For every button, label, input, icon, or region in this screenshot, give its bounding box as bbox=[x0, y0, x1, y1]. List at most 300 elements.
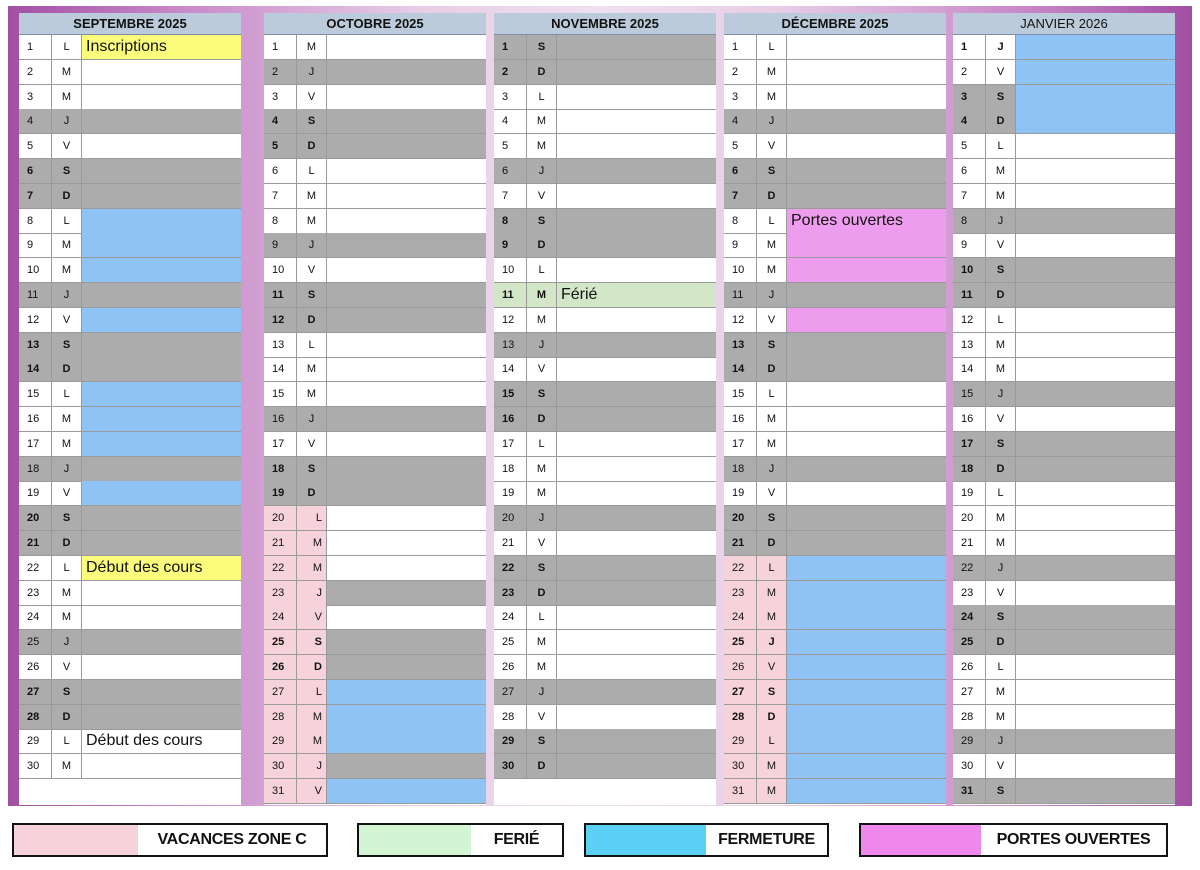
event-cell bbox=[1016, 35, 1175, 59]
event-cell bbox=[787, 432, 946, 456]
legend-label: FERMETURE bbox=[706, 825, 827, 855]
day-number: 11 bbox=[724, 283, 757, 307]
event-cell bbox=[327, 605, 486, 629]
day-row bbox=[264, 85, 486, 110]
event-cell bbox=[557, 630, 716, 654]
day-number: 12 bbox=[953, 308, 986, 332]
day-row bbox=[264, 630, 486, 655]
day-row bbox=[19, 407, 241, 432]
day-row bbox=[494, 581, 716, 606]
event-cell bbox=[787, 605, 946, 629]
event-cell bbox=[82, 308, 241, 332]
weekday-letter: V bbox=[297, 779, 327, 803]
day-row bbox=[264, 357, 486, 382]
day-number: 17 bbox=[724, 432, 757, 456]
weekday-letter: V bbox=[52, 481, 82, 505]
day-number: 22 bbox=[494, 556, 527, 580]
day-number: 28 bbox=[19, 705, 52, 729]
event-cell bbox=[1016, 60, 1175, 84]
day-row bbox=[953, 729, 1175, 754]
day-row bbox=[953, 432, 1175, 457]
event-cell bbox=[327, 655, 486, 679]
event-cell bbox=[82, 457, 241, 481]
event-cell bbox=[557, 35, 716, 59]
weekday-letter: M bbox=[297, 209, 327, 233]
legend-item bbox=[584, 823, 829, 857]
event-cell bbox=[82, 754, 241, 778]
weekday-letter: J bbox=[986, 556, 1016, 580]
day-row bbox=[953, 630, 1175, 655]
weekday-letter: S bbox=[297, 109, 327, 133]
event-cell bbox=[1016, 581, 1175, 605]
weekday-letter: L bbox=[52, 382, 82, 406]
event-cell bbox=[787, 729, 946, 753]
event-cell bbox=[557, 407, 716, 431]
day-number: 20 bbox=[724, 506, 757, 530]
day-number: 10 bbox=[953, 258, 986, 282]
weekday-letter: S bbox=[986, 779, 1016, 803]
legend-swatch bbox=[359, 825, 471, 855]
day-number: 9 bbox=[19, 233, 52, 257]
day-row bbox=[953, 258, 1175, 283]
weekday-letter: L bbox=[297, 159, 327, 183]
day-row bbox=[264, 705, 486, 730]
day-number: 29 bbox=[494, 729, 527, 753]
legend-swatch bbox=[861, 825, 981, 855]
weekday-letter: D bbox=[986, 109, 1016, 133]
weekday-letter: D bbox=[52, 531, 82, 555]
day-number: 24 bbox=[19, 605, 52, 629]
weekday-letter: M bbox=[757, 779, 787, 803]
day-row bbox=[19, 184, 241, 209]
event-cell bbox=[557, 209, 716, 233]
day-row bbox=[953, 308, 1175, 333]
day-row bbox=[19, 258, 241, 283]
day-row bbox=[19, 308, 241, 333]
weekday-letter: L bbox=[986, 655, 1016, 679]
event-cell bbox=[557, 556, 716, 580]
day-number: 6 bbox=[19, 159, 52, 183]
weekday-letter: M bbox=[52, 85, 82, 109]
event-cell bbox=[82, 184, 241, 208]
day-number: 26 bbox=[264, 655, 297, 679]
event-cell bbox=[1016, 109, 1175, 133]
day-number: 26 bbox=[724, 655, 757, 679]
event-cell bbox=[787, 258, 946, 282]
weekday-letter: S bbox=[52, 333, 82, 357]
weekday-letter: M bbox=[297, 705, 327, 729]
day-row bbox=[953, 705, 1175, 730]
event-cell bbox=[557, 705, 716, 729]
weekday-letter: M bbox=[297, 556, 327, 580]
weekday-letter: M bbox=[52, 432, 82, 456]
day-number: 25 bbox=[724, 630, 757, 654]
event-cell bbox=[787, 159, 946, 183]
day-row bbox=[264, 134, 486, 159]
event-cell bbox=[1016, 605, 1175, 629]
weekday-letter: V bbox=[52, 134, 82, 158]
event-cell bbox=[557, 109, 716, 133]
month-title: OCTOBRE 2025 bbox=[264, 13, 486, 35]
event-cell bbox=[327, 134, 486, 158]
day-row bbox=[494, 283, 716, 308]
day-number: 19 bbox=[19, 481, 52, 505]
day-number: 13 bbox=[724, 333, 757, 357]
day-number: 2 bbox=[494, 60, 527, 84]
day-number: 23 bbox=[264, 581, 297, 605]
event-cell bbox=[557, 258, 716, 282]
event-cell bbox=[327, 357, 486, 381]
weekday-letter: M bbox=[986, 333, 1016, 357]
day-number: 2 bbox=[19, 60, 52, 84]
day-number: 12 bbox=[264, 308, 297, 332]
event-cell bbox=[327, 630, 486, 654]
weekday-letter: J bbox=[986, 729, 1016, 753]
day-row bbox=[19, 680, 241, 705]
day-row bbox=[19, 655, 241, 680]
event-cell bbox=[787, 60, 946, 84]
event-label: Inscriptions bbox=[86, 38, 167, 55]
weekday-letter: V bbox=[297, 85, 327, 109]
event-cell bbox=[82, 233, 241, 257]
day-number: 27 bbox=[264, 680, 297, 704]
day-number: 14 bbox=[724, 357, 757, 381]
day-row bbox=[264, 655, 486, 680]
day-number: 26 bbox=[953, 655, 986, 679]
weekday-letter: L bbox=[52, 556, 82, 580]
month-column bbox=[264, 13, 486, 805]
day-row bbox=[953, 556, 1175, 581]
day-row bbox=[264, 531, 486, 556]
day-row bbox=[19, 209, 241, 234]
weekday-letter: M bbox=[527, 308, 557, 332]
weekday-letter: L bbox=[757, 556, 787, 580]
legend-swatch bbox=[586, 825, 706, 855]
day-row bbox=[953, 283, 1175, 308]
event-cell bbox=[1016, 457, 1175, 481]
day-row bbox=[953, 184, 1175, 209]
weekday-letter: D bbox=[757, 184, 787, 208]
day-row bbox=[494, 357, 716, 382]
day-number: 25 bbox=[264, 630, 297, 654]
day-row bbox=[724, 209, 946, 234]
day-number: 4 bbox=[19, 109, 52, 133]
day-number: 23 bbox=[724, 581, 757, 605]
weekday-letter: D bbox=[986, 283, 1016, 307]
weekday-letter: M bbox=[757, 432, 787, 456]
day-number: 7 bbox=[19, 184, 52, 208]
event-cell bbox=[327, 556, 486, 580]
day-number: 5 bbox=[264, 134, 297, 158]
event-cell bbox=[1016, 159, 1175, 183]
weekday-letter: L bbox=[757, 382, 787, 406]
day-number: 23 bbox=[19, 581, 52, 605]
day-number: 1 bbox=[19, 35, 52, 59]
day-number: 29 bbox=[264, 729, 297, 753]
weekday-letter: J bbox=[757, 457, 787, 481]
day-number: 7 bbox=[494, 184, 527, 208]
day-row bbox=[724, 35, 946, 60]
event-cell bbox=[1016, 506, 1175, 530]
event-cell bbox=[557, 134, 716, 158]
event-cell bbox=[327, 531, 486, 555]
day-number: 14 bbox=[19, 357, 52, 381]
weekday-letter: D bbox=[757, 357, 787, 381]
day-row bbox=[264, 481, 486, 506]
weekday-letter: V bbox=[527, 184, 557, 208]
event-cell bbox=[82, 581, 241, 605]
day-number: 24 bbox=[724, 605, 757, 629]
day-row bbox=[724, 308, 946, 333]
legend-item bbox=[859, 823, 1168, 857]
weekday-letter: V bbox=[986, 754, 1016, 778]
legend-label: FERIÉ bbox=[471, 825, 562, 855]
event-cell bbox=[1016, 283, 1175, 307]
weekday-letter: M bbox=[527, 655, 557, 679]
weekday-letter: V bbox=[986, 60, 1016, 84]
weekday-letter: M bbox=[986, 357, 1016, 381]
day-number: 14 bbox=[264, 357, 297, 381]
day-number: 16 bbox=[494, 407, 527, 431]
event-cell bbox=[327, 481, 486, 505]
weekday-letter: M bbox=[297, 184, 327, 208]
event-cell bbox=[787, 209, 946, 233]
weekday-letter: M bbox=[986, 159, 1016, 183]
event-cell bbox=[557, 581, 716, 605]
day-number: 26 bbox=[494, 655, 527, 679]
event-cell bbox=[557, 680, 716, 704]
weekday-letter: J bbox=[527, 159, 557, 183]
weekday-letter: L bbox=[757, 209, 787, 233]
day-number: 12 bbox=[19, 308, 52, 332]
day-number: 8 bbox=[724, 209, 757, 233]
day-number: 12 bbox=[724, 308, 757, 332]
day-number: 20 bbox=[19, 506, 52, 530]
day-number: 18 bbox=[494, 457, 527, 481]
weekday-letter: S bbox=[52, 506, 82, 530]
month-title: DÉCEMBRE 2025 bbox=[724, 13, 946, 35]
weekday-letter: M bbox=[52, 407, 82, 431]
day-row bbox=[724, 407, 946, 432]
day-number: 10 bbox=[494, 258, 527, 282]
event-cell bbox=[327, 209, 486, 233]
day-number: 5 bbox=[724, 134, 757, 158]
weekday-letter: V bbox=[527, 531, 557, 555]
day-row bbox=[494, 605, 716, 630]
event-cell bbox=[787, 680, 946, 704]
weekday-letter: L bbox=[527, 258, 557, 282]
day-number: 7 bbox=[724, 184, 757, 208]
weekday-letter: J bbox=[757, 630, 787, 654]
day-row bbox=[19, 357, 241, 382]
day-number: 11 bbox=[19, 283, 52, 307]
weekday-letter: L bbox=[297, 680, 327, 704]
day-row bbox=[264, 457, 486, 482]
weekday-letter: M bbox=[757, 581, 787, 605]
day-number: 15 bbox=[724, 382, 757, 406]
day-row bbox=[264, 754, 486, 779]
weekday-letter: V bbox=[986, 407, 1016, 431]
day-row bbox=[264, 159, 486, 184]
day-row bbox=[724, 531, 946, 556]
event-cell bbox=[1016, 134, 1175, 158]
day-row bbox=[724, 432, 946, 457]
day-row bbox=[19, 705, 241, 730]
weekday-letter: M bbox=[52, 258, 82, 282]
day-row bbox=[494, 308, 716, 333]
day-row bbox=[953, 159, 1175, 184]
event-cell bbox=[82, 159, 241, 183]
weekday-letter: J bbox=[986, 209, 1016, 233]
weekday-letter: S bbox=[757, 333, 787, 357]
day-row bbox=[953, 754, 1175, 779]
day-number: 25 bbox=[953, 630, 986, 654]
day-number: 25 bbox=[494, 630, 527, 654]
day-number: 6 bbox=[724, 159, 757, 183]
day-row bbox=[724, 630, 946, 655]
event-cell bbox=[557, 382, 716, 406]
day-number: 28 bbox=[264, 705, 297, 729]
weekday-letter: J bbox=[986, 35, 1016, 59]
event-cell bbox=[1016, 209, 1175, 233]
day-row bbox=[953, 109, 1175, 134]
event-cell bbox=[327, 184, 486, 208]
day-row bbox=[724, 481, 946, 506]
weekday-letter: M bbox=[986, 680, 1016, 704]
day-row bbox=[264, 779, 486, 804]
month-column bbox=[19, 13, 241, 805]
event-cell bbox=[557, 605, 716, 629]
day-row bbox=[19, 481, 241, 506]
day-list bbox=[494, 35, 716, 805]
weekday-letter: M bbox=[527, 109, 557, 133]
day-row bbox=[953, 333, 1175, 358]
day-row bbox=[264, 581, 486, 606]
weekday-letter: S bbox=[297, 457, 327, 481]
weekday-letter: M bbox=[52, 754, 82, 778]
day-number: 1 bbox=[724, 35, 757, 59]
day-row bbox=[264, 506, 486, 531]
weekday-letter: S bbox=[757, 506, 787, 530]
day-row bbox=[19, 382, 241, 407]
event-cell bbox=[787, 506, 946, 530]
day-row bbox=[19, 506, 241, 531]
event-cell bbox=[1016, 705, 1175, 729]
weekday-letter: M bbox=[52, 60, 82, 84]
weekday-letter: D bbox=[52, 705, 82, 729]
weekday-letter: J bbox=[52, 630, 82, 654]
day-row bbox=[494, 233, 716, 258]
day-row bbox=[19, 35, 241, 60]
weekday-letter: M bbox=[986, 705, 1016, 729]
day-number: 17 bbox=[953, 432, 986, 456]
event-cell bbox=[327, 729, 486, 753]
day-row bbox=[953, 382, 1175, 407]
day-list bbox=[264, 35, 486, 805]
event-cell bbox=[787, 581, 946, 605]
day-row bbox=[19, 134, 241, 159]
day-number: 22 bbox=[953, 556, 986, 580]
weekday-letter: D bbox=[527, 581, 557, 605]
weekday-letter: M bbox=[527, 457, 557, 481]
day-number: 21 bbox=[494, 531, 527, 555]
event-cell bbox=[1016, 680, 1175, 704]
event-cell bbox=[787, 184, 946, 208]
weekday-letter: M bbox=[757, 605, 787, 629]
event-cell bbox=[327, 35, 486, 59]
event-cell bbox=[327, 382, 486, 406]
weekday-letter: M bbox=[297, 35, 327, 59]
day-row bbox=[724, 60, 946, 85]
day-row bbox=[953, 134, 1175, 159]
weekday-letter: D bbox=[757, 531, 787, 555]
day-number: 7 bbox=[953, 184, 986, 208]
weekday-letter: D bbox=[527, 60, 557, 84]
day-number: 20 bbox=[953, 506, 986, 530]
weekday-letter: L bbox=[986, 481, 1016, 505]
day-number: 2 bbox=[953, 60, 986, 84]
weekday-letter: V bbox=[757, 481, 787, 505]
day-number: 4 bbox=[264, 109, 297, 133]
event-cell bbox=[327, 779, 486, 803]
event-cell bbox=[82, 283, 241, 307]
day-number: 24 bbox=[953, 605, 986, 629]
event-cell bbox=[557, 308, 716, 332]
day-number: 26 bbox=[19, 655, 52, 679]
day-row bbox=[724, 283, 946, 308]
event-cell bbox=[1016, 729, 1175, 753]
weekday-letter: V bbox=[757, 655, 787, 679]
event-cell bbox=[82, 382, 241, 406]
weekday-letter: J bbox=[757, 283, 787, 307]
day-row bbox=[494, 258, 716, 283]
day-row bbox=[953, 357, 1175, 382]
day-row bbox=[724, 357, 946, 382]
event-cell bbox=[82, 729, 241, 753]
day-row bbox=[494, 109, 716, 134]
weekday-letter: L bbox=[527, 432, 557, 456]
month-column bbox=[494, 13, 716, 805]
day-number: 31 bbox=[953, 779, 986, 803]
event-cell bbox=[82, 35, 241, 59]
weekday-letter: S bbox=[527, 382, 557, 406]
event-cell bbox=[557, 283, 716, 307]
weekday-letter: M bbox=[297, 357, 327, 381]
weekday-letter: J bbox=[297, 407, 327, 431]
weekday-letter: D bbox=[527, 407, 557, 431]
event-cell bbox=[557, 85, 716, 109]
event-label: Férié bbox=[561, 286, 598, 303]
weekday-letter: M bbox=[757, 233, 787, 257]
weekday-letter: D bbox=[757, 705, 787, 729]
day-number: 28 bbox=[494, 705, 527, 729]
day-row bbox=[19, 85, 241, 110]
event-cell bbox=[1016, 531, 1175, 555]
day-number: 13 bbox=[264, 333, 297, 357]
day-row bbox=[19, 605, 241, 630]
day-number: 21 bbox=[953, 531, 986, 555]
day-row bbox=[494, 729, 716, 754]
day-row bbox=[264, 382, 486, 407]
weekday-letter: L bbox=[52, 35, 82, 59]
day-number: 6 bbox=[494, 159, 527, 183]
weekday-letter: L bbox=[986, 134, 1016, 158]
month-title: NOVEMBRE 2025 bbox=[494, 13, 716, 35]
event-cell bbox=[557, 531, 716, 555]
day-number: 3 bbox=[724, 85, 757, 109]
day-number: 18 bbox=[264, 457, 297, 481]
day-number: 18 bbox=[19, 457, 52, 481]
